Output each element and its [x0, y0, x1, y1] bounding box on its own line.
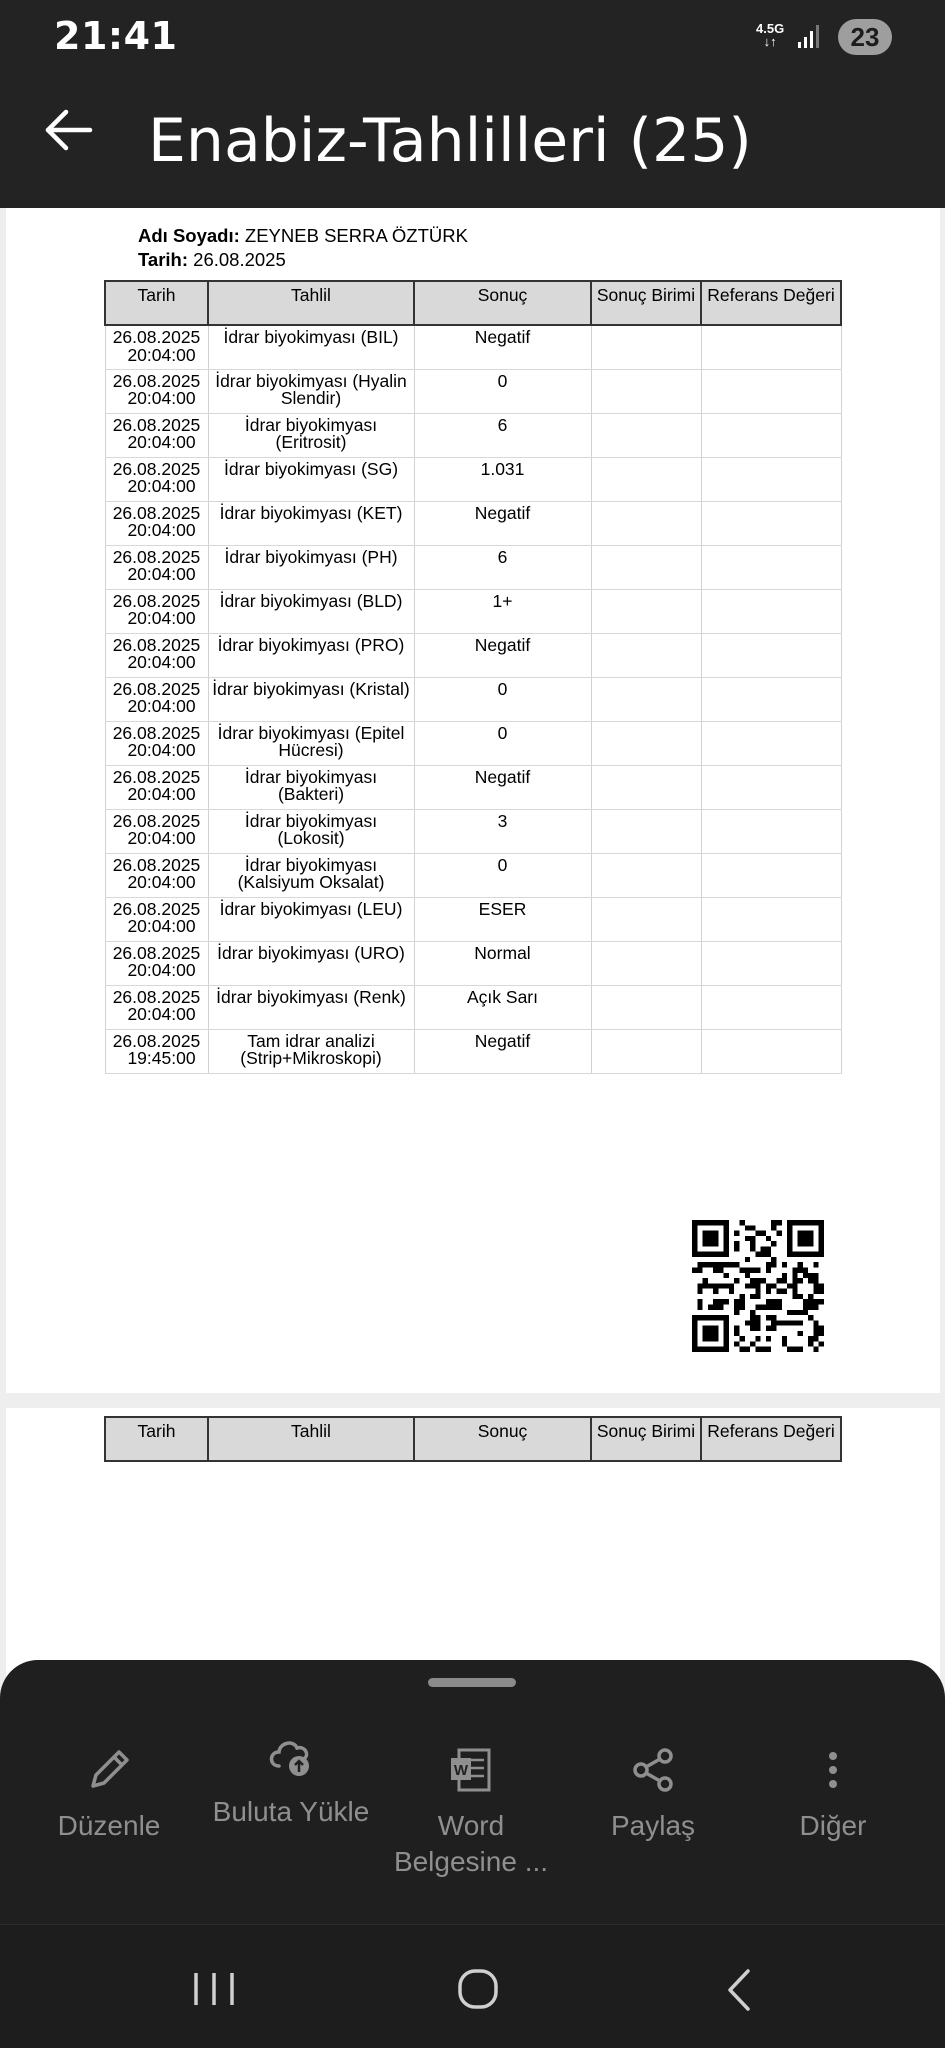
row-date-cell — [105, 325, 208, 369]
row-time: 20:04:00 — [127, 520, 196, 540]
row-result: Negatif — [414, 325, 591, 369]
back-arrow-icon[interactable] — [40, 100, 100, 160]
row-time: 20:04:00 — [127, 564, 196, 584]
edit-button-label: Düzenle — [57, 1810, 161, 1841]
row-unit — [591, 633, 701, 677]
row-date-cell — [105, 677, 208, 721]
row-test: İdrar biyokimyası (Bakteri) — [208, 765, 414, 809]
row-unit — [591, 721, 701, 765]
table-row — [105, 853, 841, 897]
share-button[interactable] — [558, 1740, 748, 1844]
table-row — [105, 677, 841, 721]
row-date-cell — [105, 1029, 208, 1073]
row-result: Negatif — [414, 633, 591, 677]
table-row — [105, 413, 841, 457]
row-test: İdrar biyokimyası (BLD) — [208, 589, 414, 633]
row-date-cell — [105, 457, 208, 501]
row-date: 26.08.2025 — [112, 722, 201, 743]
row-unit — [591, 413, 701, 457]
row-date: 26.08.2025 — [112, 854, 201, 875]
row-time: 20:04:00 — [127, 872, 196, 892]
report-date-label: Tarih: — [138, 249, 189, 270]
row-date-cell — [105, 809, 208, 853]
more-options-label: Diğer — [799, 1810, 867, 1841]
column-header-reference: Referans Değeri — [701, 1417, 841, 1461]
table-row — [105, 809, 841, 853]
word-export-button[interactable] — [376, 1740, 566, 1880]
row-date: 26.08.2025 — [112, 502, 201, 523]
results-table-header — [105, 281, 841, 325]
row-result: Negatif — [414, 765, 591, 809]
battery-badge: 23 — [838, 19, 892, 55]
row-time: 20:04:00 — [127, 1004, 196, 1024]
data-arrows-icon: ↓↑ — [763, 34, 777, 49]
row-date-cell — [105, 633, 208, 677]
column-header-unit: Sonuç Birimi — [591, 1417, 701, 1461]
row-result: 0 — [414, 677, 591, 721]
cloud-upload-label: Buluta Yükle — [212, 1796, 370, 1827]
row-result: 6 — [414, 545, 591, 589]
row-unit — [591, 765, 701, 809]
row-date: 26.08.2025 — [112, 590, 201, 611]
row-time: 20:04:00 — [127, 652, 196, 672]
system-navigation-bar — [0, 1924, 945, 2048]
row-reference — [701, 721, 841, 765]
table-row — [105, 765, 841, 809]
row-date: 26.08.2025 — [112, 810, 201, 831]
network-type-text: 4.5G — [756, 21, 785, 36]
row-date: 26.08.2025 — [112, 414, 201, 435]
column-header-test: Tahlil — [208, 1417, 414, 1461]
row-test: Tam idrar analizi (Strip+Mikroskopi) — [208, 1029, 414, 1073]
share-label: Paylaş — [610, 1810, 696, 1841]
pencil-icon — [79, 1740, 139, 1800]
row-test: İdrar biyokimyası (Eritrosit) — [208, 413, 414, 457]
row-date: 26.08.2025 — [112, 766, 201, 787]
column-header-unit: Sonuç Birimi — [591, 281, 701, 325]
row-reference — [701, 369, 841, 413]
home-icon[interactable] — [448, 1965, 508, 2015]
row-date-cell — [105, 501, 208, 545]
sheet-drag-handle[interactable] — [428, 1678, 516, 1687]
patient-info — [138, 224, 468, 272]
table-row — [105, 1029, 841, 1073]
document-page-1 — [6, 208, 940, 1393]
row-unit — [591, 545, 701, 589]
column-header-date: Tarih — [105, 1417, 208, 1461]
row-date: 26.08.2025 — [112, 327, 201, 347]
row-test: İdrar biyokimyası (PH) — [208, 545, 414, 589]
row-date-cell — [105, 369, 208, 413]
row-reference — [701, 457, 841, 501]
row-date-cell — [105, 941, 208, 985]
status-bar — [0, 0, 945, 72]
app-bar — [0, 72, 945, 208]
row-reference — [701, 413, 841, 457]
table-row — [105, 545, 841, 589]
row-date: 26.08.2025 — [112, 678, 201, 699]
row-time: 20:04:00 — [127, 388, 196, 408]
row-time: 20:04:00 — [127, 696, 196, 716]
word-export-label: Word Belgesine ... — [393, 1810, 549, 1877]
row-test: İdrar biyokimyası (PRO) — [208, 633, 414, 677]
row-unit — [591, 853, 701, 897]
table-row — [105, 721, 841, 765]
row-date-cell — [105, 413, 208, 457]
row-test: İdrar biyokimyası (SG) — [208, 457, 414, 501]
cloud-upload-icon — [261, 1726, 321, 1786]
row-reference — [701, 985, 841, 1029]
row-result: ESER — [414, 897, 591, 941]
row-reference — [701, 853, 841, 897]
row-reference — [701, 765, 841, 809]
row-date: 26.08.2025 — [112, 634, 201, 655]
row-reference — [701, 809, 841, 853]
row-unit — [591, 941, 701, 985]
row-time: 20:04:00 — [127, 828, 196, 848]
row-reference — [701, 897, 841, 941]
row-test: İdrar biyokimyası (KET) — [208, 501, 414, 545]
row-time: 20:04:00 — [127, 344, 196, 365]
column-header-date: Tarih — [105, 281, 208, 325]
row-time: 20:04:00 — [127, 608, 196, 628]
row-test: İdrar biyokimyası (Kalsiyum Oksalat) — [208, 853, 414, 897]
row-test: İdrar biyokimyası (Hyalin Slendir) — [208, 369, 414, 413]
results-table-body — [105, 325, 841, 1073]
row-reference — [701, 941, 841, 985]
column-header-test: Tahlil — [208, 281, 414, 325]
table-row — [105, 985, 841, 1029]
row-test: İdrar biyokimyası (Renk) — [208, 985, 414, 1029]
table-row — [105, 589, 841, 633]
row-time: 20:04:00 — [127, 476, 196, 496]
row-result: Açık Sarı — [414, 985, 591, 1029]
table-row — [105, 501, 841, 545]
row-result: Negatif — [414, 1029, 591, 1073]
patient-name: ZEYNEB SERRA ÖZTÜRK — [244, 225, 468, 246]
row-time: 20:04:00 — [127, 784, 196, 804]
row-date-cell — [105, 985, 208, 1029]
row-date-cell — [105, 897, 208, 941]
row-time: 20:04:00 — [127, 960, 196, 980]
table-row — [105, 897, 841, 941]
status-time: 21:41 — [54, 14, 178, 58]
network-type-label — [756, 22, 784, 48]
row-reference — [701, 677, 841, 721]
row-date: 26.08.2025 — [112, 986, 201, 1007]
table-row — [105, 457, 841, 501]
row-time: 20:04:00 — [127, 916, 196, 936]
row-unit — [591, 589, 701, 633]
report-date: 26.08.2025 — [193, 249, 286, 270]
row-date-cell — [105, 589, 208, 633]
row-date-cell — [105, 765, 208, 809]
row-time: 20:04:00 — [127, 432, 196, 452]
svg-text:W: W — [453, 1762, 469, 1779]
row-date: 26.08.2025 — [112, 1030, 201, 1051]
row-test: İdrar biyokimyası (URO) — [208, 941, 414, 985]
qr-code — [692, 1220, 824, 1352]
table-row — [105, 633, 841, 677]
row-test: İdrar biyokimyası (Lokosit) — [208, 809, 414, 853]
row-test: İdrar biyokimyası (Epitel Hücresi) — [208, 721, 414, 765]
row-test: İdrar biyokimyası (LEU) — [208, 897, 414, 941]
column-header-reference: Referans Değeri — [701, 281, 841, 325]
share-icon — [623, 1740, 683, 1800]
row-reference — [701, 1029, 841, 1073]
row-date: 26.08.2025 — [112, 942, 201, 963]
row-result: 3 — [414, 809, 591, 853]
row-unit — [591, 369, 701, 413]
signal-icon — [796, 24, 822, 50]
row-result: 1+ — [414, 589, 591, 633]
row-reference — [701, 545, 841, 589]
column-header-result: Sonuç — [414, 281, 591, 325]
row-result: 0 — [414, 721, 591, 765]
row-unit — [591, 677, 701, 721]
row-unit — [591, 457, 701, 501]
table-row — [105, 325, 841, 369]
row-unit — [591, 897, 701, 941]
row-reference — [701, 325, 841, 369]
row-date: 26.08.2025 — [112, 546, 201, 567]
row-date-cell — [105, 853, 208, 897]
edit-button[interactable] — [14, 1740, 204, 1844]
row-date: 26.08.2025 — [112, 458, 201, 479]
page-title: Enabiz-Tahlilleri (25) — [148, 106, 752, 176]
cloud-upload-button[interactable] — [196, 1726, 386, 1830]
table-row — [105, 941, 841, 985]
more-vertical-icon — [803, 1740, 863, 1800]
row-reference — [701, 501, 841, 545]
row-unit — [591, 501, 701, 545]
row-result: 0 — [414, 369, 591, 413]
more-options-button[interactable] — [738, 1740, 928, 1844]
row-time: 19:45:00 — [127, 1048, 196, 1068]
row-result: Normal — [414, 941, 591, 985]
results-table — [104, 280, 842, 1074]
table-row — [105, 369, 841, 413]
row-result: 6 — [414, 413, 591, 457]
row-date-cell — [105, 721, 208, 765]
recent-apps-icon[interactable] — [184, 1965, 244, 2015]
row-result: 0 — [414, 853, 591, 897]
row-result: 1.031 — [414, 457, 591, 501]
row-date: 26.08.2025 — [112, 898, 201, 919]
patient-name-label: Adı Soyadı: — [138, 225, 240, 246]
row-date: 26.08.2025 — [112, 370, 201, 391]
results-table-continued — [104, 1416, 842, 1462]
row-test: İdrar biyokimyası (Kristal) — [208, 677, 414, 721]
row-unit — [591, 985, 701, 1029]
row-unit — [591, 809, 701, 853]
row-time: 20:04:00 — [127, 740, 196, 760]
row-date-cell — [105, 545, 208, 589]
row-unit — [591, 325, 701, 369]
report-date-line — [138, 248, 468, 272]
row-reference — [701, 589, 841, 633]
patient-name-line — [138, 224, 468, 248]
column-header-result: Sonuç — [414, 1417, 591, 1461]
row-reference — [701, 633, 841, 677]
row-unit — [591, 1029, 701, 1073]
row-result: Negatif — [414, 501, 591, 545]
word-document-icon — [441, 1740, 501, 1800]
row-test: İdrar biyokimyası (BIL) — [208, 325, 414, 369]
back-nav-icon[interactable] — [712, 1965, 772, 2015]
